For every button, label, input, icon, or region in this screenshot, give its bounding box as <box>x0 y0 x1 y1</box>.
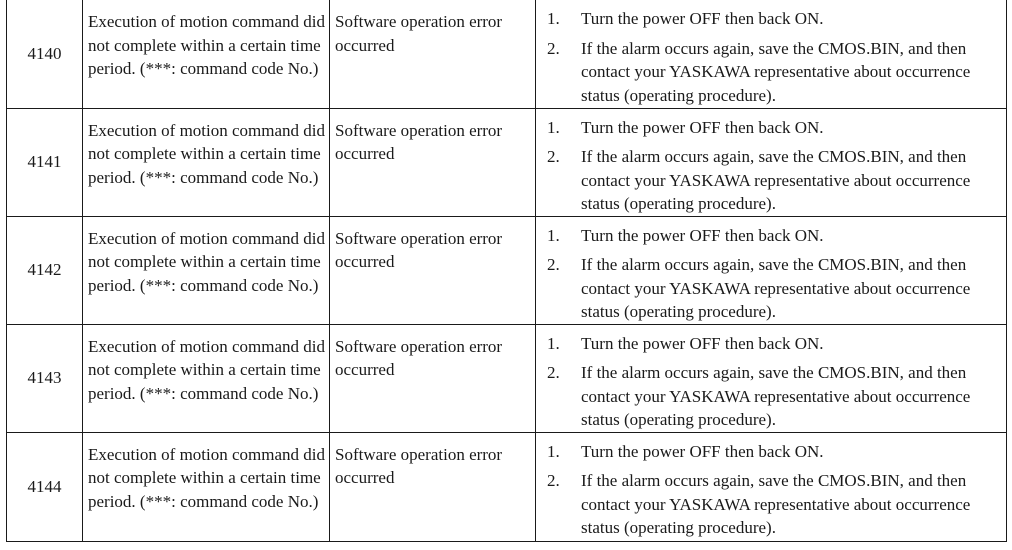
table-row <box>7 324 1007 432</box>
alarm-table <box>6 0 1007 542</box>
alarm-remedy-cell <box>536 216 1007 324</box>
alarm-meaning-cell <box>83 108 330 216</box>
alarm-cause: Software operation error occurred <box>335 12 503 55</box>
table-row <box>7 0 1007 108</box>
remedy-list <box>536 433 1006 540</box>
alarm-code-cell <box>7 0 83 108</box>
alarm-remedy-cell <box>536 0 1007 108</box>
remedy-number: 1. <box>547 9 560 28</box>
remedy-item <box>547 440 1000 464</box>
alarm-meaning-cell <box>83 216 330 324</box>
alarm-remedy-cell <box>536 432 1007 541</box>
alarm-code: 4142 <box>27 260 62 279</box>
remedy-text: If the alarm occurs again, save the CMOS.BIN, and then contact your YASKAWA representative about occurrence status (operating procedure). <box>581 363 971 429</box>
alarm-code: 4141 <box>27 152 62 171</box>
remedy-number: 2. <box>547 255 560 274</box>
alarm-meaning: Execution of motion command did not complete within a certain time period. (***: command code No.) <box>88 120 326 187</box>
alarm-remedy-cell <box>536 108 1007 216</box>
alarm-meaning: Execution of motion command did not complete within a certain time period. (***: command code No.) <box>88 12 326 78</box>
alarm-meaning-cell <box>83 432 330 541</box>
remedy-item <box>547 253 1000 324</box>
alarm-cause: Software operation error occurred <box>335 228 503 271</box>
remedy-text: Turn the power OFF then back ON. <box>581 9 824 28</box>
remedy-item <box>547 116 1000 140</box>
table-row <box>7 108 1007 216</box>
remedy-number: 1. <box>547 333 560 353</box>
remedy-text: If the alarm occurs again, save the CMOS.BIN, and then contact your YASKAWA representative about occurrence status (operating procedure). <box>581 147 971 213</box>
alarm-cause-cell <box>330 108 536 216</box>
remedy-number: 2. <box>547 471 560 490</box>
alarm-table-body <box>7 0 1007 541</box>
remedy-text: If the alarm occurs again, save the CMOS.BIN, and then contact your YASKAWA representative about occurrence status (operating procedure). <box>581 255 971 321</box>
remedy-item <box>547 7 1000 31</box>
alarm-code-cell <box>7 432 83 541</box>
remedy-list <box>536 325 1006 432</box>
alarm-cause-cell <box>330 216 536 324</box>
remedy-number: 2. <box>547 38 560 58</box>
alarm-cause: Software operation error occurred <box>335 336 503 379</box>
remedy-number: 1. <box>547 225 560 245</box>
remedy-text: Turn the power OFF then back ON. <box>581 441 824 461</box>
alarm-remedy-cell <box>536 324 1007 432</box>
alarm-code-cell <box>7 216 83 324</box>
alarm-meaning: Execution of motion command did not complete within a certain time period. (***: command code No.) <box>88 228 326 295</box>
table-row <box>7 216 1007 324</box>
alarm-cause: Software operation error occurred <box>335 444 503 487</box>
remedy-text: Turn the power OFF then back ON. <box>581 333 824 353</box>
alarm-code-cell <box>7 324 83 432</box>
remedy-number: 1. <box>547 117 560 137</box>
remedy-text: Turn the power OFF then back ON. <box>581 117 824 137</box>
remedy-list <box>536 0 1006 107</box>
alarm-meaning-cell <box>83 324 330 432</box>
remedy-number: 2. <box>547 363 560 382</box>
remedy-text: If the alarm occurs again, save the CMOS.BIN, and then contact your YASKAWA representative about occurrence status (operating procedure). <box>581 38 971 105</box>
remedy-number: 1. <box>547 441 560 461</box>
remedy-item <box>547 145 1000 216</box>
remedy-list <box>536 109 1006 216</box>
remedy-number: 2. <box>547 147 560 166</box>
table-row <box>7 432 1007 541</box>
remedy-item <box>547 469 1000 540</box>
alarm-cause: Software operation error occurred <box>335 120 503 163</box>
alarm-code: 4143 <box>27 368 62 387</box>
alarm-code-cell <box>7 108 83 216</box>
remedy-list <box>536 217 1006 324</box>
remedy-text: If the alarm occurs again, save the CMOS.BIN, and then contact your YASKAWA representative about occurrence status (operating procedure). <box>581 471 971 537</box>
remedy-text: Turn the power OFF then back ON. <box>581 225 824 245</box>
alarm-meaning: Execution of motion command did not complete within a certain time period. (***: command code No.) <box>88 336 326 403</box>
remedy-item <box>547 361 1000 432</box>
remedy-item <box>547 332 1000 356</box>
remedy-item <box>547 37 1000 108</box>
remedy-item <box>547 224 1000 248</box>
alarm-meaning-cell <box>83 0 330 108</box>
alarm-cause-cell <box>330 432 536 541</box>
alarm-cause-cell <box>330 324 536 432</box>
alarm-code: 4140 <box>27 43 62 63</box>
alarm-cause-cell <box>330 0 536 108</box>
alarm-code: 4144 <box>27 476 62 496</box>
alarm-meaning: Execution of motion command did not complete within a certain time period. (***: command code No.) <box>88 444 326 511</box>
